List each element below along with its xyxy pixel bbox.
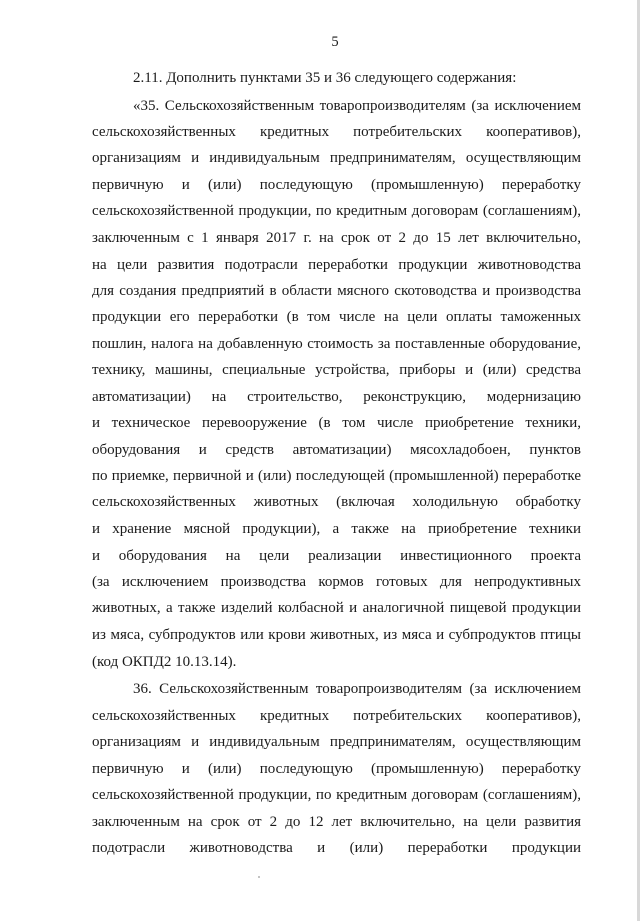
paragraph-35-line-2: сельскохозяйственных кредитных потребительских кооперативов), [92,124,581,140]
paragraph-36-line-7: подотрасли животноводства и (или) переработки продукции [92,840,581,856]
paragraph-36-line-2: сельскохозяйственных кредитных потребительских кооперативов), [92,708,581,724]
paragraph-35-line-10: пошлин, налога на добавленную стоимость за поставленные оборудование, [92,336,581,352]
paragraph-35-line-4: первичную и (или) последующую (промышленную) переработку [92,177,581,193]
paragraph-36-line-5: сельскохозяйственной продукции, по кредитным договорам (соглашениям), [92,787,581,803]
paragraph-35-line-6: заключенным с 1 января 2017 г. на срок от 2 до 15 лет включительно, [92,230,581,246]
paragraph-35-line-1: «35. Сельскохозяйственным товаропроизводителям (за исключением [133,98,581,114]
paragraph-36-line-4: первичную и (или) последующую (промышленную) переработку [92,761,581,777]
paragraph-35-line-19: (за исключением производства кормов готовых для непродуктивных [92,574,581,590]
paragraph-35-line-22: (код ОКПД2 10.13.14). [92,654,237,670]
scan-speck [258,876,260,878]
paragraph-35-line-14: оборудования и средств автоматизации) мясохладобоен, пунктов [92,442,581,458]
page-number: 5 [331,34,339,50]
paragraph-35-line-9: продукции его переработки (в том числе на цели оплаты таможенных [92,309,581,325]
paragraph-35-line-3: организациям и индивидуальным предпринимателям, осуществляющим [92,150,581,166]
paragraph-35-line-18: и оборудования на цели реализации инвестиционного проекта [92,548,581,564]
paragraph-35-line-20: животных, а также изделий колбасной и аналогичной пищевой продукции [92,600,581,616]
paragraph-35-line-17: и хранение мясной продукции), а также на приобретение техники [92,521,581,537]
paragraph-35-line-8: для создания предприятий в области мясного скотоводства и производства [92,283,581,299]
paragraph-36-line-6: заключенным на срок от 2 до 12 лет включительно, на цели развития [92,814,581,830]
paragraph-35-line-15: по приемке, первичной и (или) последующей (промышленной) переработке [92,468,581,484]
paragraph-35-line-11: технику, машины, специальные устройства, приборы и (или) средства [92,362,581,378]
paragraph-35-line-13: и техническое перевооружение (в том числе приобретение техники, [92,415,581,431]
paragraph-35-line-5: сельскохозяйственной продукции, по кредитным договорам (соглашениям), [92,203,581,219]
paragraph-36-line-3: организациям и индивидуальным предпринимателям, осуществляющим [92,734,581,750]
paragraph-35-line-7: на цели развития подотрасли переработки продукции животноводства [92,257,581,273]
paragraph-35-line-21: из мяса, субпродуктов или крови животных, из мяса и субпродуктов птицы [92,627,581,643]
paragraph-35-line-12: автоматизации) на строительство, реконструкцию, модернизацию [92,389,581,405]
paragraph-35-line-16: сельскохозяйственных животных (включая холодильную обработку [92,494,581,510]
paragraph-36-line-1: 36. Сельскохозяйственным товаропроизводителям (за исключением [133,681,581,697]
paragraph-2-11-intro: 2.11. Дополнить пунктами 35 и 36 следующего содержания: [133,70,517,86]
